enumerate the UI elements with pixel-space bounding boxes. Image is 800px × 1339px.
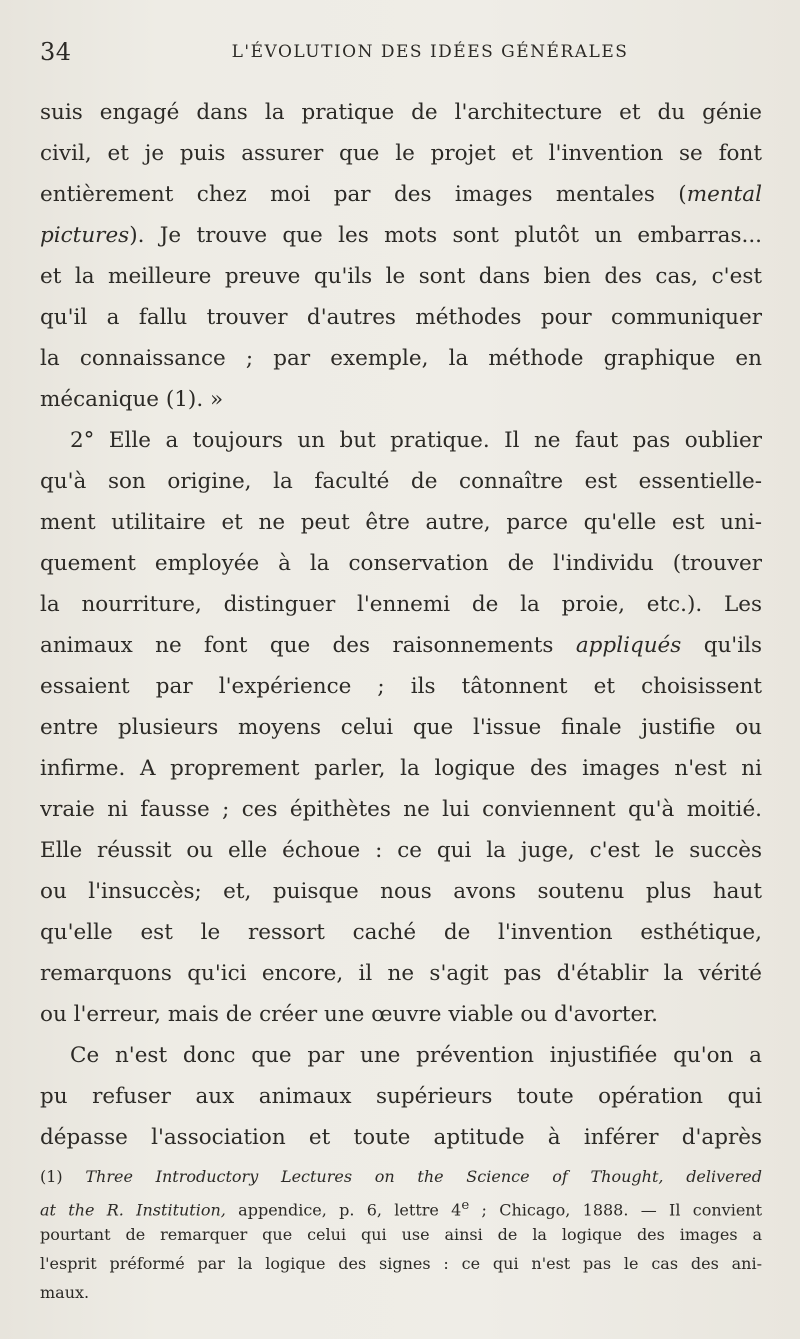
text-line: pu refuser aux animaux supérieurs toute opération qui (40, 1084, 762, 1109)
text-line: qu'à son origine, la faculté de connaître est essentielle- (40, 469, 762, 494)
text-line: la connaissance ; par exemple, la méthode graphique en (40, 346, 762, 371)
text-line: suis engagé dans la pratique de l'architecture et du génie (40, 100, 762, 125)
text-line: et la meilleure preuve qu'ils le sont dans bien des cas, c'est (40, 264, 762, 289)
text-line: ou l'erreur, mais de créer une œuvre viable ou d'avorter. (40, 1002, 658, 1027)
footnote-line: l'esprit préformé par la logique des signes : ce qui n'est pas le cas des ani- (40, 1254, 762, 1273)
footnote-line: maux. (40, 1283, 90, 1302)
footnote-line: pourtant de remarquer que celui qui use ainsi de la logique des images a (40, 1225, 762, 1244)
text-line: qu'il a fallu trouver d'autres méthodes pour communiquer (40, 305, 762, 330)
text-line: Ce n'est donc que par une prévention injustifiée qu'on a (70, 1043, 762, 1068)
text-line: mécanique (1). » (40, 387, 224, 412)
text-line: pictures). Je trouve que les mots sont plutôt un embarras... (40, 223, 762, 248)
text-line: quement employée à la conservation de l'individu (trouver (40, 551, 762, 576)
text-line: la nourriture, distinguer l'ennemi de la proie, etc.). Les (40, 592, 762, 617)
text-line: entièrement chez moi par des images mentales (mental (40, 182, 762, 207)
text-line: essaient par l'expérience ; ils tâtonnent et choisissent (40, 674, 762, 699)
footnote-title: Three Introductory Lectures on the Science of Thought, delivered (85, 1167, 762, 1186)
body-text (40, 92, 762, 1158)
text-line: Elle réussit ou elle échoue : ce qui la juge, c'est le succès (40, 838, 762, 863)
text-line: entre plusieurs moyens celui que l'issue finale justifie ou (40, 715, 762, 740)
italic-term: pictures (40, 223, 130, 248)
text-line: qu'elle est le ressort caché de l'invention esthétique, (40, 920, 762, 945)
italic-term: mental (686, 182, 762, 207)
text-line: civil, et je puis assurer que le projet et l'invention se font (40, 141, 762, 166)
footnote (40, 1162, 762, 1307)
page-header (40, 38, 760, 68)
text-line: 2° Elle a toujours un but pratique. Il ne faut pas oublier (70, 428, 762, 453)
page-number: 34 (40, 38, 72, 66)
text-line: infirme. A proprement parler, la logique des images n'est ni (40, 756, 762, 781)
text-line: animaux ne font que des raisonnements appliqués qu'ils (40, 633, 762, 658)
running-title: L'ÉVOLUTION DES IDÉES GÉNÉRALES (231, 42, 629, 62)
footnote-line: (1) Three Introductory Lectures on the Science of Thought, delivered (40, 1167, 762, 1186)
italic-term: appliqués (575, 633, 682, 658)
text-line: dépasse l'association et toute aptitude à inférer d'après (40, 1125, 762, 1150)
text-line: ou l'insuccès; et, puisque nous avons soutenu plus haut (40, 879, 762, 904)
footnote-line: at the R. Institution, appendice, p. 6, lettre 4e ; Chicago, 1888. — Il convient (40, 1198, 762, 1220)
text-line: vraie ni fausse ; ces épithètes ne lui conviennent qu'à moitié. (40, 797, 762, 822)
text-line: remarquons qu'ici encore, il ne s'agit pas d'établir la vérité (40, 961, 762, 986)
text-line: ment utilitaire et ne peut être autre, parce qu'elle est uni- (40, 510, 762, 535)
